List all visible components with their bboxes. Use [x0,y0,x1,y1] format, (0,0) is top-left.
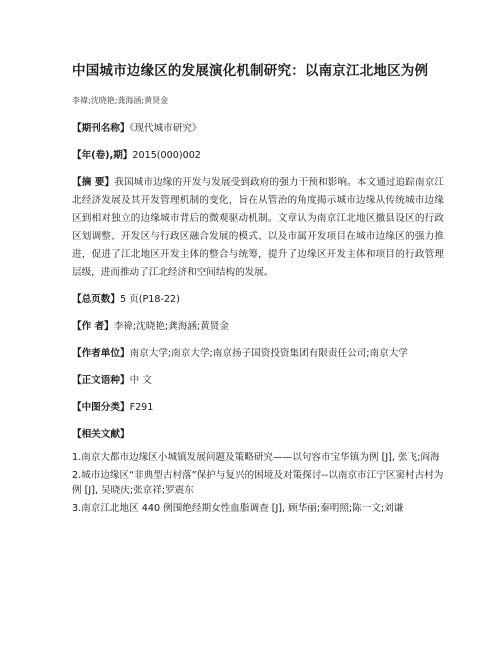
language-field [72,372,444,390]
year-issue-label: 【年(卷),期】 [72,150,133,161]
year-issue-value: 2015(000)002 [132,150,201,161]
pages-label: 【总页数】 [72,294,120,305]
classification-field [72,399,444,417]
journal-label: 【期刊名称】 [72,123,130,134]
authors-value: 李禕;沈晓艳;龚海涵;黄贤金 [113,321,229,332]
year-issue-field [72,147,444,165]
reference-list [72,450,444,516]
classification-label: 【中图分类】 [72,402,130,413]
language-value: 中 文 [129,375,152,386]
abstract-field [72,174,444,282]
language-label: 【正文语种】 [72,375,130,386]
journal-field [72,120,444,138]
author-list-header: 李禕;沈晓艳;龚海涵;黄贤金 [72,96,169,105]
related-field [72,426,444,444]
abstract-label: 【摘 要】 [72,177,115,188]
classification-value: F291 [129,402,154,413]
affiliation-field [72,345,444,363]
authors-label: 【作 者】 [72,321,114,332]
authors-field [72,318,444,336]
reference-item[interactable]: 1.南京大都市边缘区小城镇发展问题及策略研究——以句容市宝华镇为例 [J], 张飞;阎海 [72,452,440,463]
affiliation-value: 南京大学;南京大学;南京扬子国资投资集团有限责任公司;南京大学 [129,348,408,359]
reference-item[interactable]: 2.城市边缘区“非典型古村落”保护与复兴的困境及对策探讨--以南京市江宁区窦村古村为例 [J], 吴晓庆;张京祥;罗震东 [72,470,444,496]
pages-field [72,291,444,309]
abstract-text: 我国城市边缘的开发与发展受到政府的强力干预和影响。本文通过追踪南京江北经济发展及其开发管理机制的变化，旨在从管治的角度揭示城市边缘从传统城市边缘区到相对独立的边缘城市背后的微观驱动机制。文章认为南京江北地区撤县设区的行政区划调整、开发区与行政区融合发展的模式、以及市属开发项目在城市边缘区的强力推进，促进了江北地区开发主体的整合与统筹，提升了边缘区开发主体和项目的行政管理层级，进而推动了江北经济和空间结构的发展。 [72,177,445,278]
related-label: 【相关文献】 [72,429,130,440]
journal-value: 《现代城市研究》 [129,123,202,134]
pages-value: 5 页(P18-22) [119,294,180,305]
affiliation-label: 【作者单位】 [72,348,130,359]
document-title: 中国城市边缘区的发展演化机制研究：以南京江北地区为例 [72,63,429,79]
reference-item[interactable]: 3.南京江北地区 440 例围绝经期女性血脂调查 [J], 顾华丽;秦明照;陈一文;刘谦 [72,503,404,514]
